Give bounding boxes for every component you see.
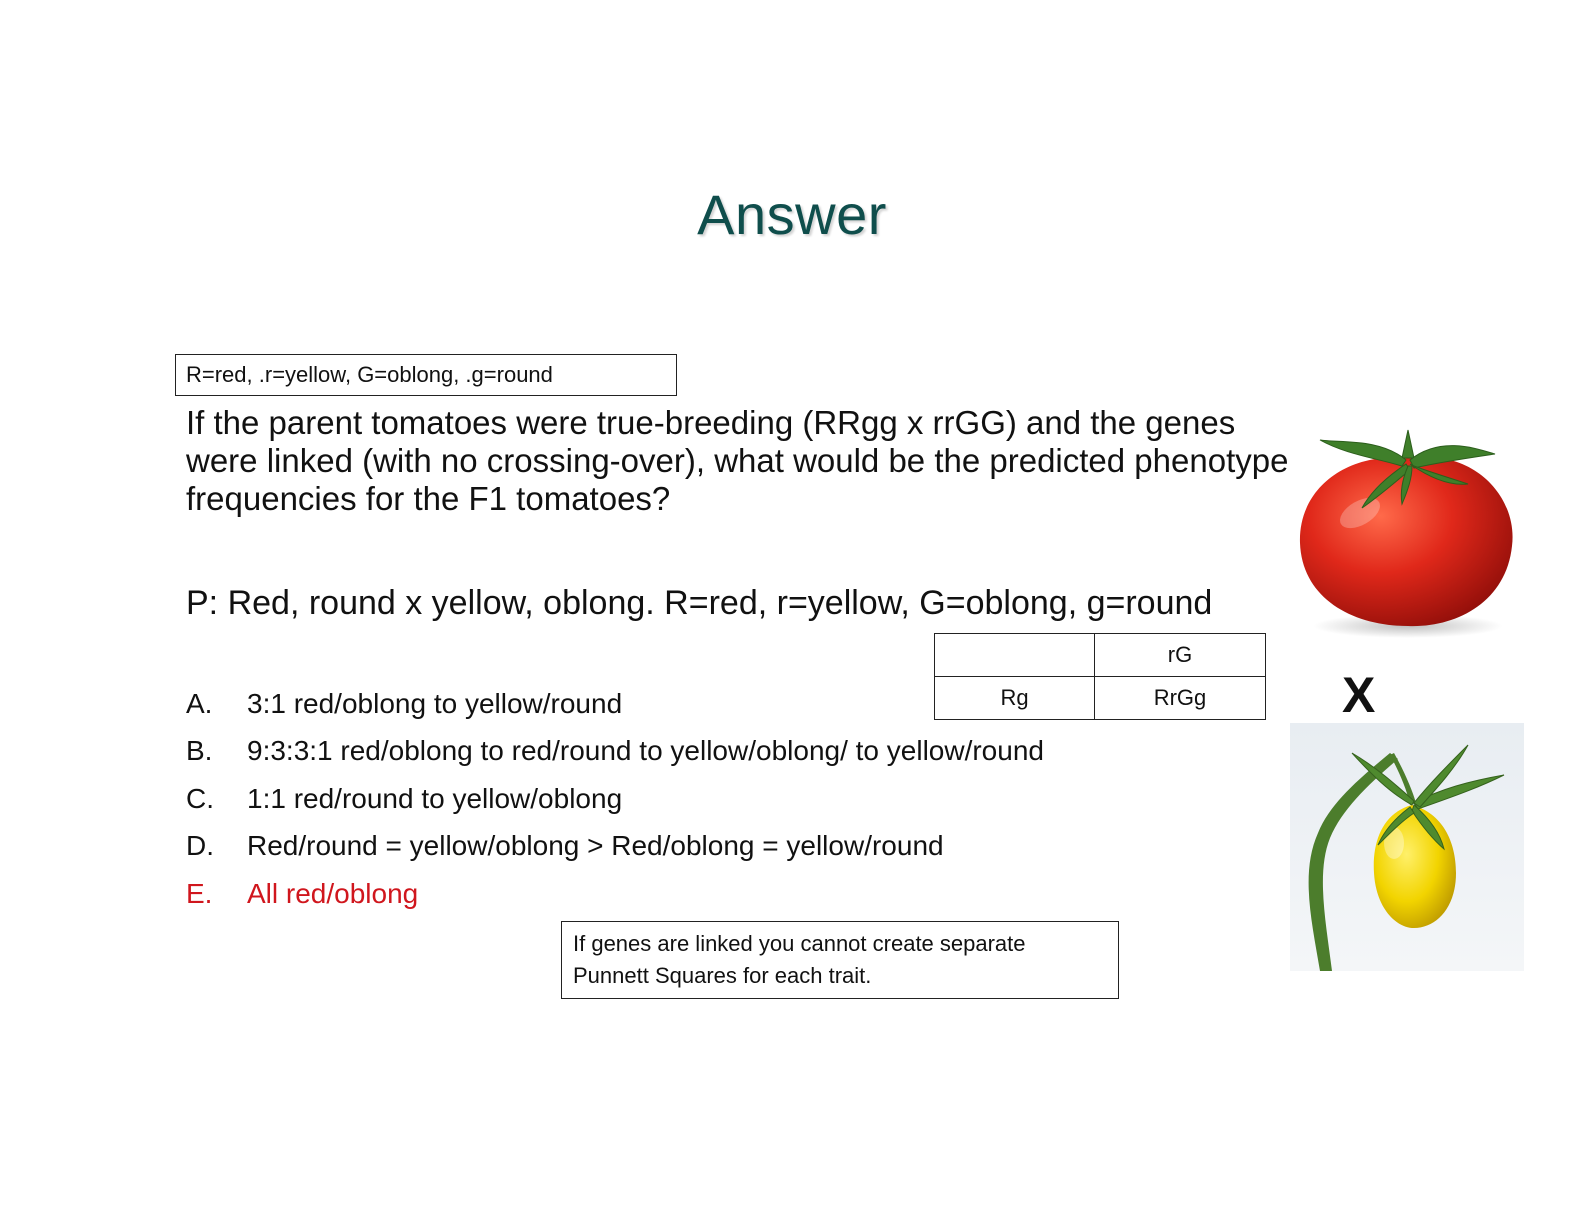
- cross-symbol: X: [1342, 667, 1376, 723]
- allele-key-box: R=red, .r=yellow, G=oblong, .g=round: [175, 354, 677, 396]
- option-letter: C.: [186, 782, 214, 814]
- option-c: [186, 775, 1044, 823]
- parents-line: P: Red, round x yellow, oblong. R=red, r=yellow, G=oblong, g=round: [186, 584, 1213, 622]
- question-text: If the parent tomatoes were true-breeding (RRgg x rrGG) and the genes were linked (with no crossing-over), what would be the predicted phenotype frequencies for the F1 tomatoes?: [186, 404, 1289, 517]
- option-letter: B.: [186, 735, 213, 767]
- yellow-tomato-image: [1290, 723, 1524, 971]
- slide-title: Answer: [697, 183, 887, 246]
- punnett-offspring-genotype: RrGg: [1095, 677, 1266, 720]
- option-text: 3:1 red/oblong to yellow/round: [247, 687, 623, 719]
- option-d: [186, 823, 1044, 871]
- option-text: Red/round = yellow/oblong > Red/oblong = yellow/round: [247, 830, 944, 862]
- option-text: 1:1 red/round to yellow/oblong: [247, 782, 623, 814]
- punnett-header-gamete: rG: [1095, 634, 1266, 677]
- punnett-square: [934, 633, 1266, 720]
- answer-options: [186, 680, 1044, 918]
- linked-genes-note: If genes are linked you cannot create separate Punnett Squares for each trait.: [561, 921, 1119, 999]
- option-a: [186, 680, 1044, 728]
- option-text: All red/oblong: [247, 877, 419, 909]
- punnett-cell-empty: [935, 634, 1095, 677]
- option-letter: E.: [186, 877, 213, 909]
- option-text: 9:3:3:1 red/oblong to red/round to yellow/oblong/ to yellow/round: [247, 735, 1044, 767]
- punnett-row-gamete: Rg: [935, 677, 1095, 720]
- option-letter: D.: [186, 830, 214, 862]
- option-b: [186, 728, 1044, 776]
- red-tomato-image: [1290, 418, 1522, 640]
- option-e-correct: [186, 870, 1044, 918]
- option-letter: A.: [186, 687, 213, 719]
